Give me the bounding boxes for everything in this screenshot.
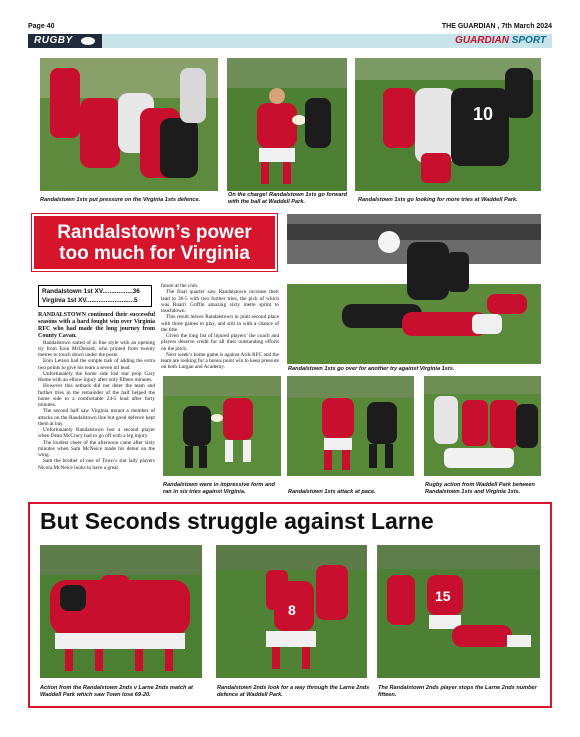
top-caption-3: Randalstown 1sts go looking for more tries at Waddell Park. — [358, 197, 518, 203]
brand-part1: GUARDIAN — [455, 35, 509, 46]
story1-paragraph: The second half saw Virginia mount a member of attacks on the Randalstown line but good defence kept them at bay. — [38, 408, 155, 427]
story2-caption-3: The Randalstown 2nds player stops the Larne 2nds number fifteen. — [378, 685, 537, 698]
story1-paragraph: Randalstown stated of in fine style with an opening try from Eoin McDonald, who printed from twenty metres to touch down under the posts. — [38, 339, 155, 359]
section-tab — [28, 34, 102, 48]
story1-paragraph: Unfortunately the home side lost star prop Gary Hume with an elbow injury after only fifteen minutes. — [38, 370, 155, 384]
score-line-1: Randalstown 1st XV.................36 — [42, 288, 140, 295]
story1-main-photo — [287, 214, 541, 364]
story1-paragraph: Unfortunately Randalstown lost a second player when Dean McCrory had to go off with a leg injury. — [38, 427, 155, 440]
score-box — [38, 285, 152, 307]
mid-caption-1: Randalstown were in impressive form and ran in six tries against Virginia. — [163, 482, 275, 495]
story1-paragraph: Eoin Letson had the simple task of adding the extra two points to give his team a seven nil lead. — [38, 358, 155, 371]
story2-caption-2: Randalstown 2nds look for a way through the Larne 2nds defence at Waddell Park. — [217, 685, 370, 698]
story1-main-photo-caption: Randalstown 1sts go over for another try against Virginia 1sts. — [288, 366, 455, 372]
story2-photo-3 — [377, 545, 540, 678]
rugby-ball-icon — [80, 36, 96, 46]
story1-paragraph: Given the long list of injured players’ the coach and players deserve credit for all their outstanding efforts on the pitch. — [161, 333, 279, 352]
jersey-number-15: 15 — [435, 588, 451, 604]
story2-photo-1 — [40, 545, 202, 678]
page-number: Page 40 — [28, 23, 55, 30]
top-photo-3 — [355, 58, 541, 191]
story1-headline-line1: Randalstown’s power — [57, 222, 252, 243]
mid-photo-3 — [424, 376, 541, 476]
story1-lead: RANDALSTOWN continued their successful seasons with a hard fought win over Virginia RFC who had made the long journey from County Cavan. — [38, 312, 155, 339]
masthead-date: THE GUARDIAN , 7th March 2024 — [441, 23, 552, 30]
story1-headline — [32, 214, 277, 271]
story1-paragraph: Sam the brother of one of Town’s star lady players Nicola McNeice looks to have a great — [38, 458, 155, 471]
story1-paragraph: The loudest cheer of the afternoon came after sixty minutes when Sam McNeice made his debut on the wing. — [38, 439, 155, 459]
story2-caption-1: Action from the Randalstown 2nds v Larne 2nds match at Waddell Park which saw Town lose 69-20. — [40, 685, 193, 698]
top-photo-1 — [40, 58, 218, 191]
story2-headline: But Seconds struggle against Larne — [40, 508, 434, 534]
section-label: RUGBY — [34, 35, 73, 46]
brand-part2: SPORT — [511, 35, 546, 46]
top-caption-1: Randalstown 1sts put pressure on the Virginia 1sts defence. — [40, 197, 201, 203]
score-line-2: Virginia 1st XV...........................5 — [42, 296, 138, 304]
section-bar — [28, 34, 552, 48]
story1-column-2 — [161, 283, 279, 371]
mid-caption-3: Rugby action from Waddell Park between Randalstown 1sts and Virginia 1sts. — [425, 482, 535, 495]
mid-caption-2: Randalstown 1sts attack at pace. — [288, 489, 376, 495]
story1-headline-line2: too much for Virginia — [59, 243, 250, 264]
story1-column-1 — [38, 312, 155, 471]
jersey-number-8: 8 — [288, 602, 296, 618]
story1-paragraph: The final quarter saw Randalstown increase their lead to 36-5 with two further tries, the pick of which was Ruarri Griffin amazing sixty metre sprint to touchdown. — [161, 289, 279, 314]
story2-photo-2 — [216, 545, 367, 678]
mid-photo-2 — [287, 376, 414, 476]
story1-paragraph: Next week’s home game is against Ards RFC and the team are looking for a bonus point win to keep pressure on both Lurgan and Academy. — [161, 351, 279, 371]
top-caption-2: On the charge! Randalstown 1sts go forward with the ball at Waddell Park. — [228, 192, 348, 205]
jersey-number-10: 10 — [473, 104, 494, 124]
story1-paragraph: future at the club. — [161, 283, 199, 289]
story1-paragraph: This result leaves Randalstown in joint second place with three games to play, and still in with a chance of the title. — [161, 314, 279, 333]
story1-paragraph: However this setback did not deter the team and further tries in the remainder of the half helped the home side to a comfortable 24-5 lead after forty minutes. — [38, 383, 155, 409]
top-photo-2 — [227, 58, 347, 191]
brand-logo — [455, 35, 546, 46]
mid-photo-1 — [163, 376, 281, 476]
